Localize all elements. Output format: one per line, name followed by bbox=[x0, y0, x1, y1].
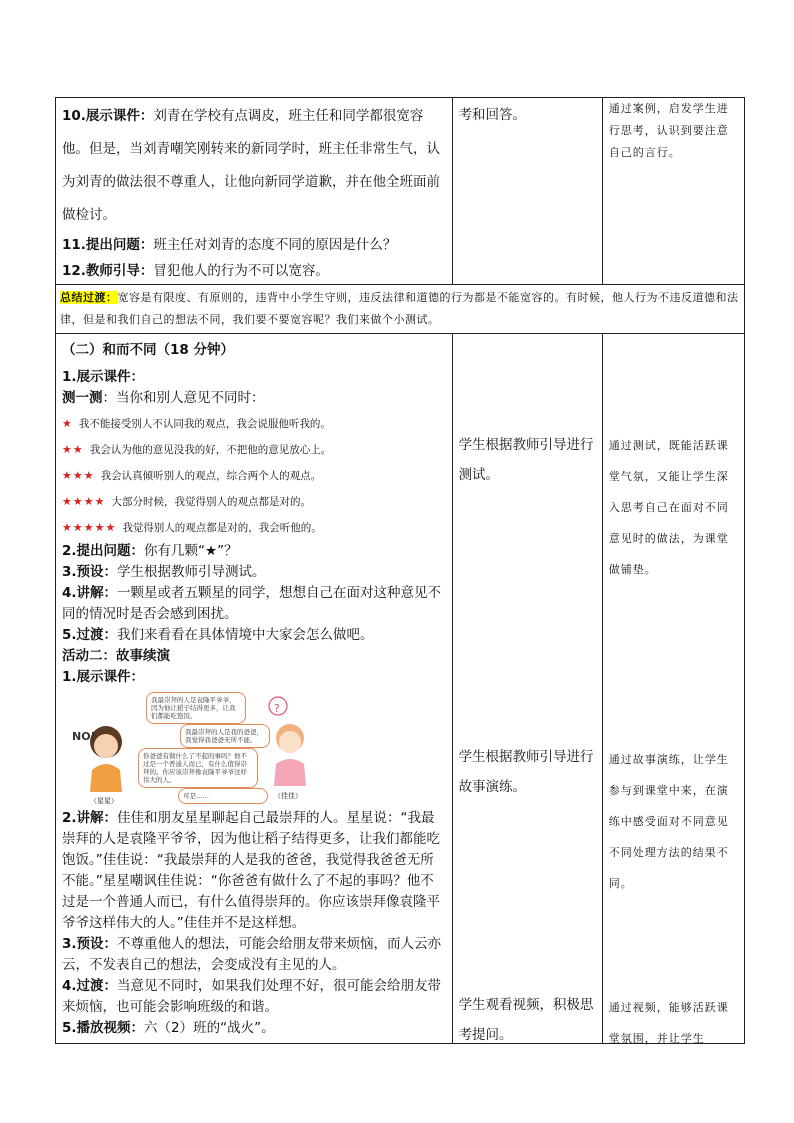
student-activity-test: 学生根据教师引导进行测试。 bbox=[458, 437, 594, 483]
option-5: ★★★★★ 我觉得别人的观点都是对的，我会听他的。 bbox=[62, 521, 322, 534]
row1-intent-cell bbox=[602, 98, 744, 285]
step-12: 12.教师引导：冒犯他人的行为不可以宽容。 bbox=[62, 263, 329, 279]
summary-label: 总结过渡： bbox=[60, 291, 118, 304]
test-line: 测一测：当你和别人意见不同时： bbox=[62, 390, 265, 406]
row-section-2 bbox=[56, 334, 745, 1044]
summary-cell bbox=[56, 285, 745, 334]
speech-bubble-3: 你爸爸有做什么了不起的事吗？他不过是一个普通人而已，有什么值得崇拜的。你应该崇拜像袁隆平爷爷这样伟大的人。 bbox=[138, 748, 258, 788]
option-1: ★ 我不能接受别人不认同我的观点，我会说服他听我的。 bbox=[62, 417, 331, 430]
test-options bbox=[62, 411, 446, 541]
s5: 5.过渡：我们来看看在具体情境中大家会怎么做吧。 bbox=[62, 627, 374, 643]
activity-2-title: 活动二：故事续演 bbox=[62, 648, 170, 664]
speech-bubble-4: 可是…… bbox=[178, 788, 268, 804]
a1: 1.展示课件： bbox=[62, 669, 145, 685]
option-4: ★★★★ 大部分时候，我觉得别人的观点都是对的。 bbox=[62, 495, 311, 508]
intent-story: 通过故事演练，让学生参与到课堂中来，在演练中感受面对不同意见不同处理方法的结果不同。 bbox=[608, 753, 729, 890]
star-rating-icon: ★★★★★ bbox=[62, 521, 117, 534]
star-rating-icon: ★★ bbox=[62, 443, 84, 456]
student-activity-story: 学生根据教师引导进行故事演练。 bbox=[458, 749, 594, 795]
option-2: ★★ 我会认为他的意见没我的好，不把他的意见放心上。 bbox=[62, 443, 332, 456]
intent-video: 通过视频，能够活跃课堂氛围，并让学生 bbox=[608, 1001, 729, 1045]
intent-test: 通过测试，既能活跃课堂气氛，又能让学生深入思考自己在面对不同意见时的做法，为课堂做铺垫。 bbox=[608, 439, 729, 576]
right-character-name: （佳佳） bbox=[274, 792, 302, 800]
row-summary bbox=[56, 285, 745, 334]
s4: 4.讲解：一颗星或者五颗星的同学，想想自己在面对这种意见不同的情况时是否会感到困扰。 bbox=[62, 585, 442, 622]
question-icon: ? bbox=[274, 702, 280, 715]
option-3: ★★★ 我会认真倾听别人的观点，综合两个人的观点。 bbox=[62, 469, 322, 482]
a4: 4.过渡：当意见不同时，如果我们处理不好，很可能会给朋友带来烦恼，也可能会影响班级的和谐。 bbox=[62, 978, 442, 1015]
section2-student-cell bbox=[452, 334, 602, 1044]
row1-content-cell bbox=[56, 98, 453, 285]
star-rating-icon: ★ bbox=[62, 417, 73, 430]
row1-student-cell bbox=[452, 98, 602, 285]
a2: 2.讲解：佳佳和朋友星星聊起自己最崇拜的人。星星说：“我最崇拜的人是袁隆平爷爷，因为他让稻子结得更多，让我们都能吃饱饭。”佳佳说：“我最崇拜的人是我的爸爸，我觉得我爸爸无所不能。”星星嘲讽佳佳说：“你爸爸有做什么了不起的事吗？他不过是一个普通人而已，有什么值得崇拜的。你应该崇拜像袁隆平爷爷这样伟大的人。”佳佳并不是这样想。 bbox=[62, 810, 440, 931]
section-heading: （二）和而不同（18 分钟） bbox=[62, 342, 234, 358]
lesson-plan-page bbox=[55, 97, 745, 1044]
story-illustration bbox=[68, 692, 318, 804]
star-rating-icon: ★★★★ bbox=[62, 495, 106, 508]
step-11: 11.提出问题：班主任对刘青的态度不同的原因是什么？ bbox=[62, 237, 397, 253]
student-activity-video: 学生观看视频，积极思考提问。 bbox=[458, 997, 594, 1043]
star-rating-icon: ★★★ bbox=[62, 469, 95, 482]
left-character-name: （星星） bbox=[90, 797, 118, 805]
step-10: 10.展示课件：刘青在学校有点调皮，班主任和同学都很宽容他。但是，当刘青嘲笑刚转来的新同学时，班主任非常生气，认为刘青的做法很不尊重人，让他向新同学道歉，并在他全班面前做检讨。 bbox=[62, 108, 440, 223]
a5: 5.播放视频：六（2）班的“战火”。 bbox=[62, 1020, 275, 1036]
row-case-study bbox=[56, 98, 745, 285]
s1: 1.展示课件： bbox=[62, 369, 145, 385]
summary-text: 宽容是有限度、有原则的，违背中小学生守则，违反法律和道德的行为都是不能宽容的。有时候，他人行为不违反道德和法律，但是和我们自己的想法不同，我们要不要宽容呢？我们来做个小测试。 bbox=[60, 291, 739, 326]
speech-bubble-1: 我最崇拜的人是袁隆平爷爷，因为他让稻子结得更多，让我们都能吃饱饭。 bbox=[146, 692, 246, 724]
section2-content-cell bbox=[56, 334, 453, 1044]
speech-bubble-2: 我最崇拜的人是我的爸爸，我觉得我爸爸无所不能。 bbox=[180, 724, 270, 748]
s3: 3.预设：学生根据教师引导测试。 bbox=[62, 564, 266, 580]
svg-text:NO!: NO! bbox=[72, 730, 96, 743]
a3: 3.预设：不尊重他人的想法，可能会给朋友带来烦恼，而人云亦云，不发表自己的想法，会变成没有主见的人。 bbox=[62, 936, 442, 973]
section2-intent-cell bbox=[602, 334, 744, 1044]
row1-intent-text: 通过案例，启发学生进行思考，认识到要注意自己的言行。 bbox=[608, 102, 729, 159]
row1-student-text: 考和回答。 bbox=[458, 107, 527, 123]
s2: 2.提出问题：你有几颗“★”？ bbox=[62, 543, 238, 559]
lesson-table bbox=[55, 97, 745, 1044]
